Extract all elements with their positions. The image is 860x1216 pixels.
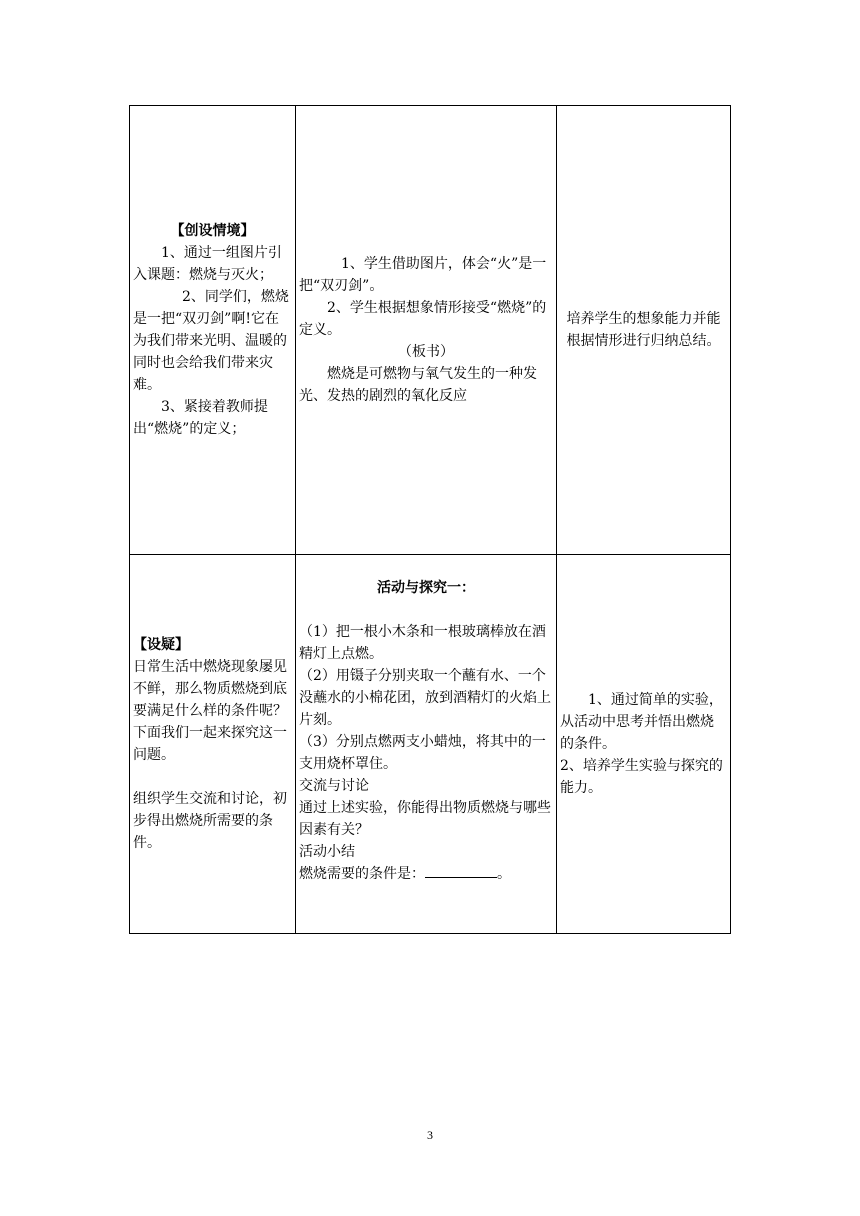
cell-teacher-activity: [130, 555, 296, 934]
section-heading-question: 【设疑】: [133, 637, 189, 653]
lesson-plan-table: [129, 105, 731, 934]
teacher-step: 3、紧接着教师提出“燃烧”的定义；: [133, 399, 268, 437]
definition-text: 燃烧是可燃物与氧气发生的一种发光、发热的剧烈的氧化反应: [299, 366, 537, 404]
summary-title: 活动小结: [299, 844, 355, 860]
student-step: 2、学生根据想象情形接受“燃烧”的定义。: [299, 300, 547, 338]
activity-heading: 活动与探究一：: [377, 580, 475, 596]
table-row: [130, 555, 731, 934]
discussion-title: 交流与讨论: [299, 778, 369, 794]
table-row: [130, 106, 731, 555]
teacher-step: 2、同学们，燃烧是一把“双刃剑”啊!它在为我们带来光明、温暖的同时也会给我们带来灾难。: [133, 289, 289, 393]
teacher-step: 1、通过一组图片引入课题：燃烧与灭火；: [133, 245, 282, 283]
discussion-text: 通过上述实验，你能得出物质燃烧与哪些因素有关？: [299, 800, 551, 838]
teacher-question-text: 日常生活中燃烧现象屡见不鲜，那么物质燃烧到底要满足什么样的条件呢？下面我们一起来探究这一问题。: [133, 659, 287, 763]
spacer: [299, 599, 553, 621]
board-note: （板书）: [398, 344, 454, 360]
design-intent-item: 2、培养学生实验与探究的能力。: [560, 758, 723, 796]
summary-line: [299, 863, 553, 885]
page-number: 3: [427, 1128, 433, 1142]
summary-suffix: 。: [497, 866, 511, 882]
teacher-organize-text: 组织学生交流和讨论，初步得出燃烧所需要的条件。: [133, 791, 287, 851]
section-heading-scenario: 【创设情境】: [170, 223, 255, 239]
experiment-step: （2）用镊子分别夹取一个蘸有水、一个没蘸水的小棉花团，放到酒精灯的火焰上片刻。: [299, 668, 551, 728]
design-intent-text: 培养学生的想象能力并能根据情形进行归纳总结。: [566, 311, 721, 349]
answer-blank: [425, 863, 497, 878]
cell-student-activity: [296, 106, 557, 555]
experiment-step: （1）把一根小木条和一根玻璃棒放在酒精灯上点燃。: [299, 624, 546, 662]
cell-design-intent: [557, 555, 731, 934]
spacer: [133, 766, 292, 788]
cell-student-activity: [296, 555, 557, 934]
experiment-step: （3）分别点燃两支小蜡烛，将其中的一支用烧杯罩住。: [299, 734, 546, 772]
student-step: 1、学生借助图片，体会“火”是一把“双刃剑”。: [299, 256, 547, 294]
cell-teacher-activity: [130, 106, 296, 555]
cell-design-intent: [557, 106, 731, 555]
design-intent-item: 1、通过简单的实验，从活动中思考并悟出燃烧的条件。: [560, 692, 723, 752]
summary-prefix: 燃烧需要的条件是：: [299, 866, 425, 882]
